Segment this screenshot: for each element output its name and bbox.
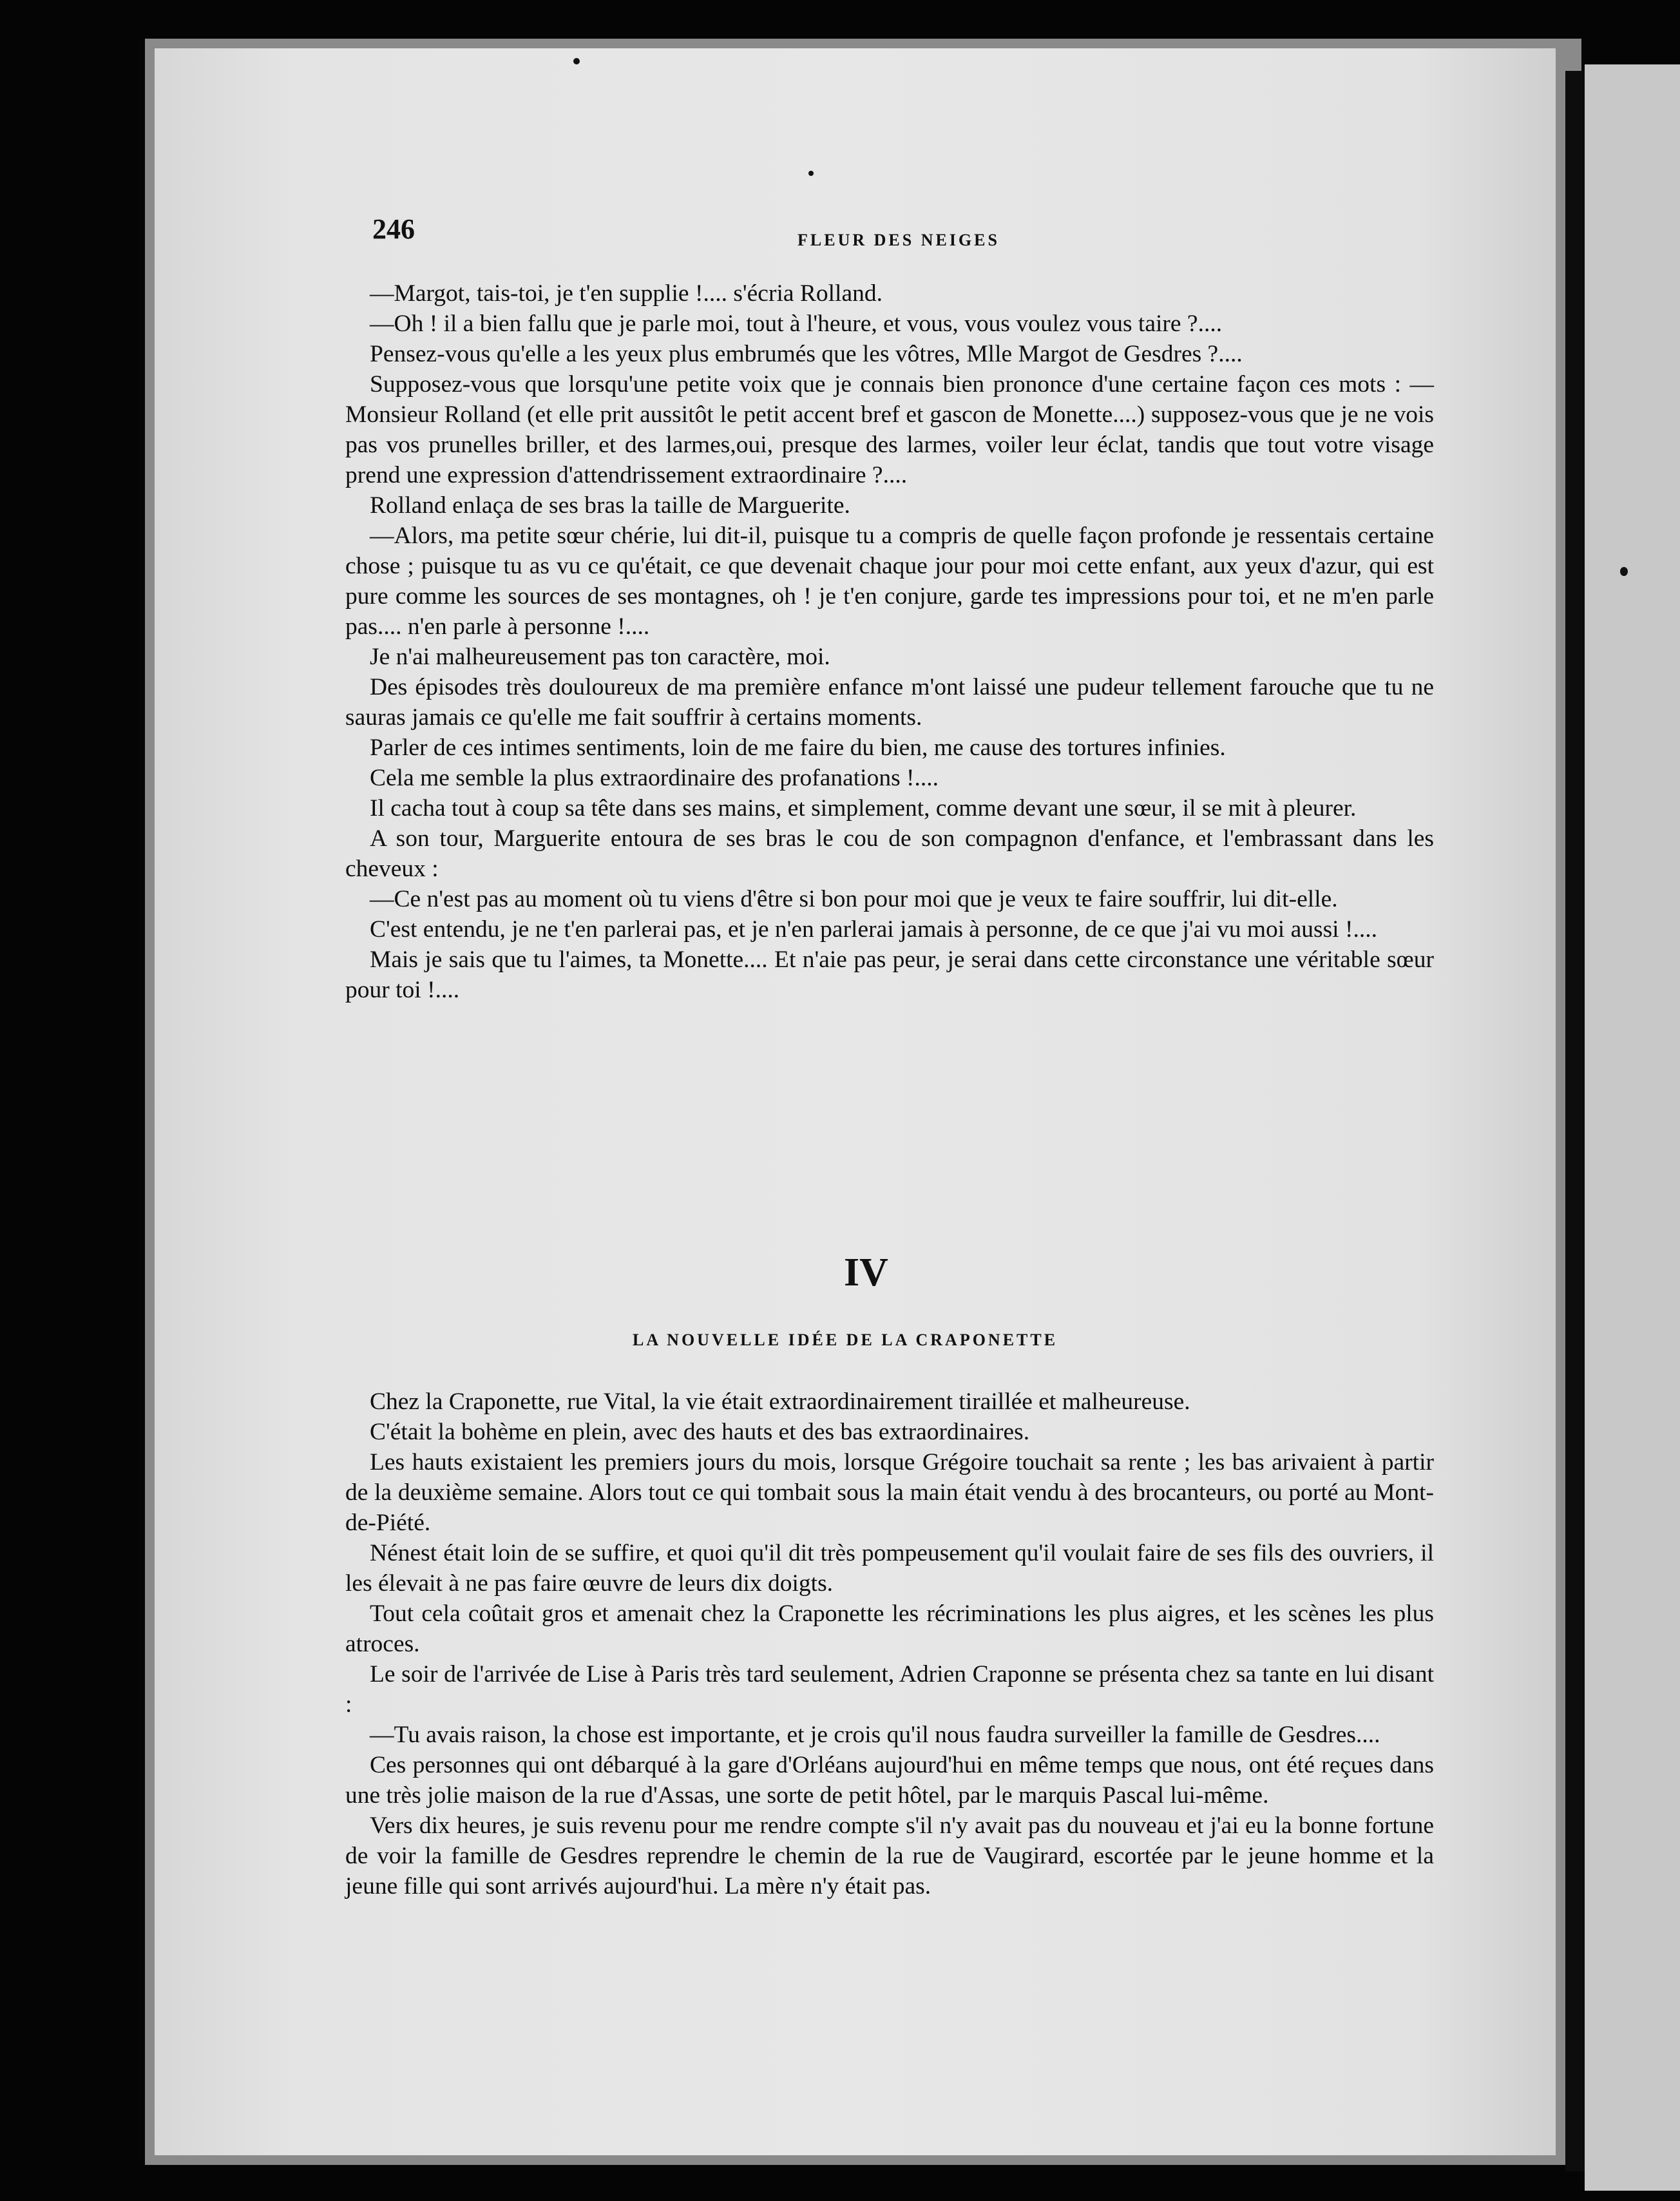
paragraph: Supposez-vous que lorsqu'une petite voix que je connais bien prononce d'une certaine façon ces mots : —Monsieur Rolland (et elle prit aussitôt le petit accent bref et gascon de Monette....) supposez-vous que je ne vois pas vos prunelles briller, et des larmes,oui, presque des larmes, voiler leur éclat, tandis que tout votre visage prend une expression d'attendrissement extraordinaire ?.... [345,371,1434,488]
ink-speck [573,58,580,64]
ink-speck [808,171,814,176]
paragraph: Il cacha tout à coup sa tête dans ses mains, et simplement, comme devant une sœur, il se mit à pleurer. [370,795,1357,822]
paragraph: —Tu avais raison, la chose est importante, et je crois qu'il nous faudra surveiller la famille de Gesdres.... [370,1722,1380,1748]
paragraph: Chez la Craponette, rue Vital, la vie était extraordinairement tiraillée et malheureuse. [370,1389,1190,1415]
paragraph: Vers dix heures, je suis revenu pour me rendre compte s'il n'y avait pas du nouveau et j'ai eu la bonne fortune de voir la famille de Gesdres reprendre le chemin de la rue de Vaugirard, escortée par le jeune homme et la jeune fille qui sont arrivés aujourd'hui. La mère n'y était pas. [345,1812,1434,1899]
paragraph: A son tour, Marguerite entoura de ses bras le cou de son compagnon d'enfance, et l'embrassant dans les cheveux : [345,825,1434,882]
chapter-title: LA NOUVELLE IDÉE DE LA CRAPONETTE [633,1331,1058,1349]
paragraph: —Alors, ma petite sœur chérie, lui dit-il, puisque tu a compris de quelle façon profonde je ressentais certaine chose ; puisque tu as vu ce qu'était, ce que devenait chaque jour pour moi cette enfant, aux yeux d'azur, qui est pure comme les sources de ses montagnes, oh ! je t'en conjure, garde tes impressions pour toi, et ne m'en parle pas.... n'en parle à personne !.... [345,523,1434,640]
paragraph: C'est entendu, je ne t'en parlerai pas, et je n'en parlerai jamais à personne, de ce que j'ai vu moi aussi !.... [370,916,1377,943]
ink-speck [1620,567,1628,576]
paragraph: Je n'ai malheureusement pas ton caractère, moi. [370,644,830,670]
chapter-number: IV [844,1251,888,1294]
paragraph: Les hauts existaient les premiers jours du mois, lorsque Grégoire touchait sa rente ; les bas arivaient à partir de la deuxième semaine. Alors tout ce qui tombait sous la main était vendu à des brocanteurs, ou porté au Mont-de-Piété. [345,1449,1434,1536]
facing-page-edge [1585,64,1680,2191]
paragraph: Cela me semble la plus extraordinaire des profanations !.... [370,765,939,791]
paragraph: C'était la bohème en plein, avec des hauts et des bas extraordinaires. [370,1419,1030,1445]
page-number: 246 [372,213,415,245]
paragraph: —Margot, tais-toi, je t'en supplie !.... s'écria Rolland. [370,280,883,307]
page-gutter [1565,71,1585,2171]
paragraph: Nénest était loin de se suffire, et quoi qu'il dit très pompeusement qu'il voulait faire de ses fils des ouvriers, il les élevait à ne pas faire œuvre de leurs dix doigts. [345,1540,1434,1597]
body-text-bottom [345,1387,1434,1901]
paragraph: —Oh ! il a bien fallu que je parle moi, tout à l'heure, et vous, vous voulez vous taire ?.... [370,311,1223,337]
running-title: FLEUR DES NEIGES [797,231,1000,249]
paragraph: Ces personnes qui ont débarqué à la gare d'Orléans aujourd'hui en même temps que nous, ont été reçues dans une très jolie maison de la rue d'Assas, une sorte de petit hôtel, par le marquis Pascal lui-même. [345,1752,1434,1809]
paragraph: Parler de ces intimes sentiments, loin de me faire du bien, me cause des tortures infinies. [370,735,1226,761]
paragraph: Pensez-vous qu'elle a les yeux plus embrumés que les vôtres, Mlle Margot de Gesdres ?.... [370,341,1243,367]
paragraph: —Ce n'est pas au moment où tu viens d'être si bon pour moi que je veux te faire souffrir, lui dit-elle. [370,886,1338,912]
paragraph: Tout cela coûtait gros et amenait chez la Craponette les récriminations les plus aigres, et les scènes les plus atroces. [345,1600,1434,1657]
paragraph: Des épisodes très douloureux de ma première enfance m'ont laissé une pudeur tellement farouche que tu ne sauras jamais ce qu'elle me fait souffrir à certains moments. [345,674,1434,731]
paragraph: Mais je sais que tu l'aimes, ta Monette.... Et n'aie pas peur, je serai dans cette circonstance une véritable sœur pour toi !.... [345,947,1434,1003]
paragraph: Le soir de l'arrivée de Lise à Paris très tard seulement, Adrien Craponne se présenta chez sa tante en lui disant : [345,1661,1434,1718]
body-text-top [345,278,1434,1005]
paragraph: Rolland enlaça de ses bras la taille de Marguerite. [370,492,850,519]
page-header [372,213,1442,258]
